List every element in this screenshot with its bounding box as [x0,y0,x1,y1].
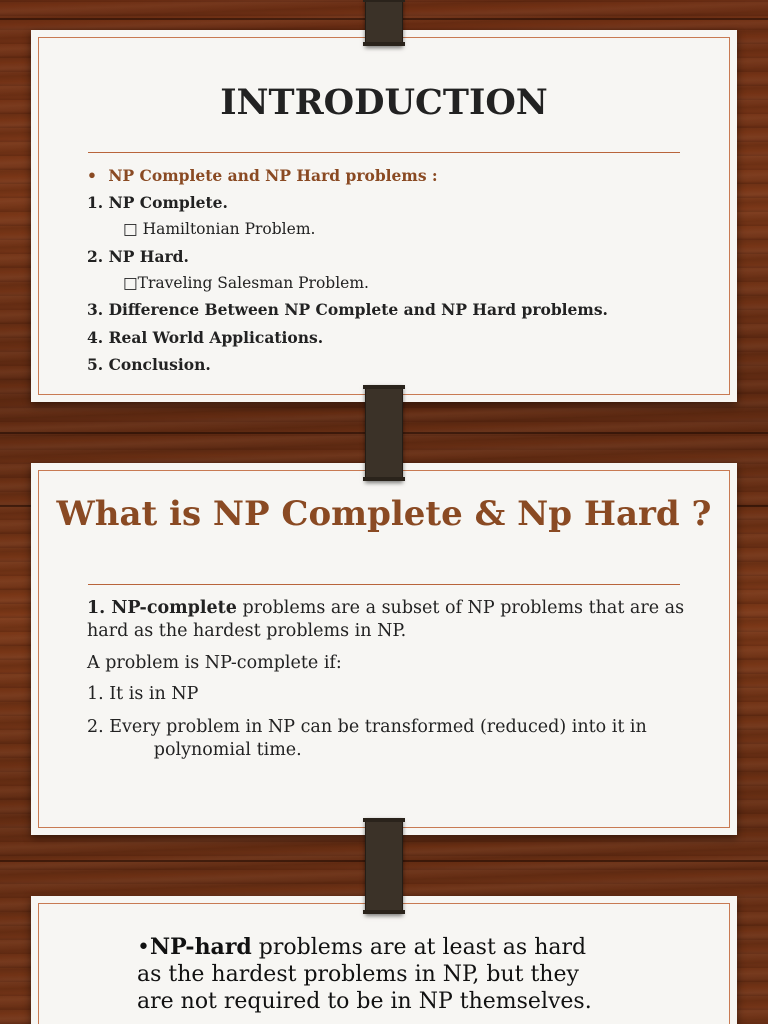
slide-np-hard [31,896,737,1024]
np-complete-definition: 1. NP-complete problems are a subset of NP problems that are as hard as the hardest problems in NP. [87,598,685,641]
slide-introduction [31,30,737,402]
outline-item-2: 2. NP Hard. [87,247,189,266]
binder-clip [365,0,403,46]
outline-subitem-2: □Traveling Salesman Problem. [123,274,369,292]
condition-intro: A problem is NP-complete if: [87,653,342,673]
slide-title: INTRODUCTION [220,82,548,123]
bullet-icon: • [87,166,97,185]
outline-subitem-1: □ Hamiltonian Problem. [123,220,316,238]
outline-item-3: 3. Difference Between NP Complete and NP Hard problems. [87,300,608,319]
outline-item-4: 4. Real World Applications. [87,328,324,347]
outline-heading: • NP Complete and NP Hard problems : [87,166,438,185]
title-divider [88,584,680,585]
bullet-icon: • [137,935,150,960]
np-hard-definition: •NP-hard problems are at least as hard as the hardest problems in NP, but they are not required to be in NP themselves. [137,934,592,1014]
slide-definitions [31,463,737,835]
condition-1: 1. It is in NP [87,684,199,704]
binder-clip [365,818,403,914]
condition-2: 2. Every problem in NP can be transformed (reduced) into it in polynomial time. [87,717,647,760]
binder-clip [365,385,403,481]
title-divider [88,152,680,153]
slide-title: What is NP Complete & Np Hard ? [56,494,712,534]
outline-item-5: 5. Conclusion. [87,355,211,374]
outline-item-1: 1. NP Complete. [87,193,228,212]
